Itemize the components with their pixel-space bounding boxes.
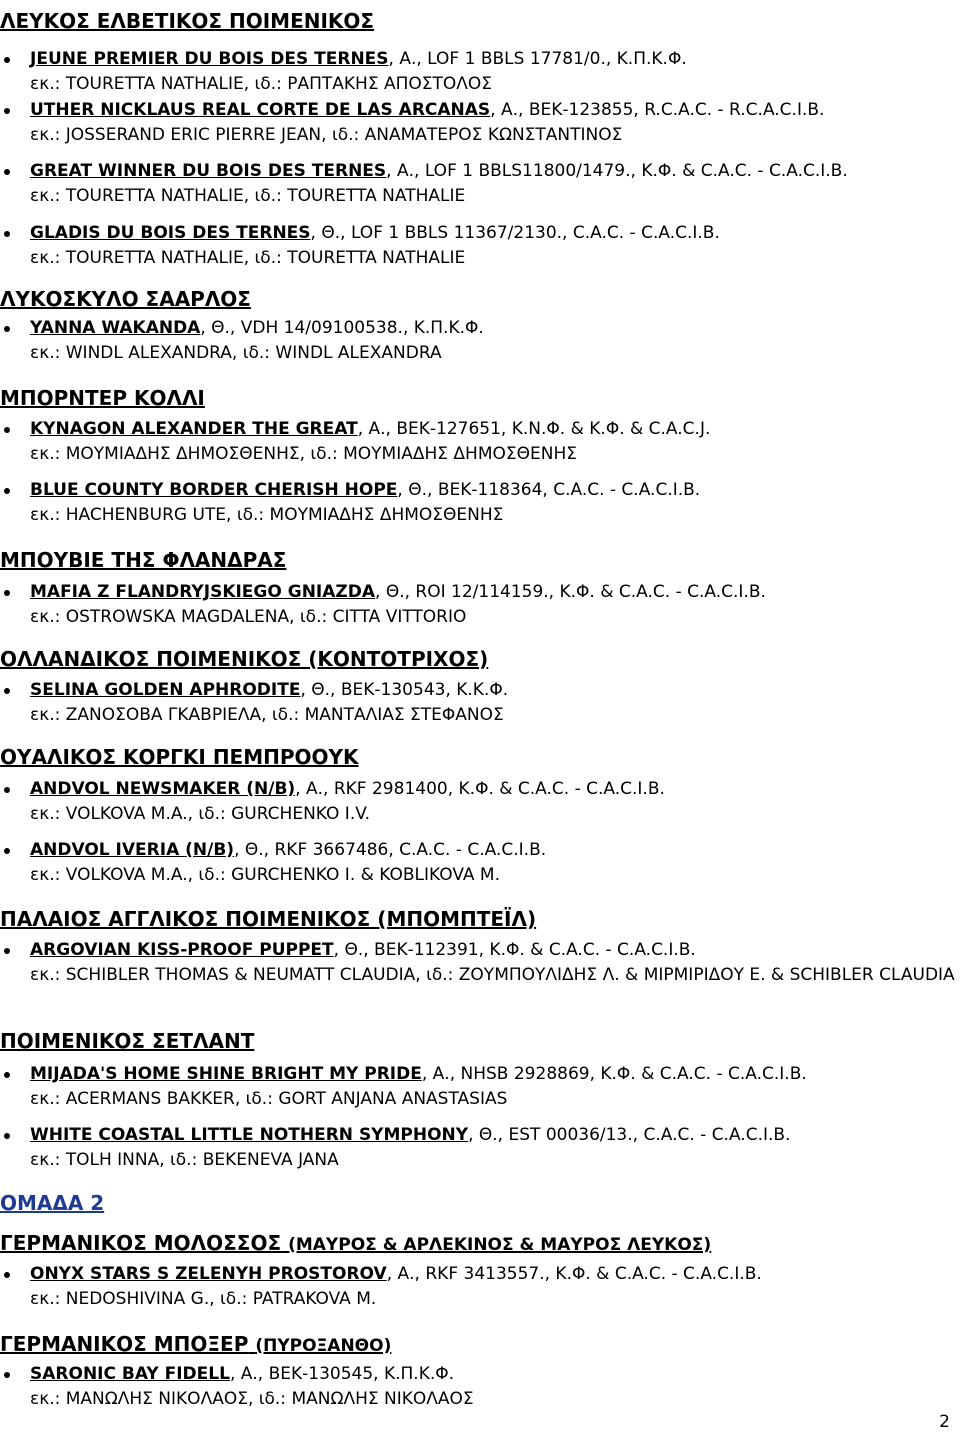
bullet-icon — [4, 1133, 10, 1139]
list-item — [0, 1062, 960, 1112]
bullet-icon — [4, 57, 10, 63]
dog-name: SELINA GOLDEN APHRODITE — [30, 680, 301, 700]
breeder-owner: εκ.: VOLKOVA M.A., ιδ.: GURCHENKO I.V. — [30, 804, 371, 824]
list-item — [0, 777, 960, 827]
section-heading-text: ΠΑΛΑΙΟΣ ΑΓΓΛΙΚΟΣ ΠΟΙΜΕΝΙΚΟΣ (ΜΠΟΜΠΤΕΪΛ) — [0, 907, 537, 931]
list-item — [0, 1262, 960, 1312]
dog-details: , Α., ΒΕΚ-123855, R.C.A.C. - R.C.A.C.I.B. — [490, 100, 825, 120]
dog-name: YANNA WAKANDA — [30, 318, 201, 338]
dog-details: , Θ., RKF 3667486, C.A.C. - C.A.C.I.B. — [234, 840, 547, 860]
section-heading-text: ΜΠΟΥΒΙΕ ΤΗΣ ΦΛΑΝΔΡΑΣ — [0, 548, 287, 572]
list-item — [0, 47, 960, 97]
section-heading-text: ΓΕΡΜΑΝΙΚΟΣ ΜΟΛΟΣΣΟΣ — [0, 1231, 282, 1255]
dog-details: , Θ., EST 00036/13., C.A.C. - C.A.C.I.B. — [468, 1125, 791, 1145]
bullet-icon — [4, 169, 10, 175]
dog-details: , Θ., LOF 1 BBLS 11367/2130., C.A.C. - C.A.C.I.B. — [310, 223, 720, 243]
bullet-icon — [4, 231, 10, 237]
dog-name: JEUNE PREMIER DU BOIS DES TERNES — [30, 49, 389, 69]
dog-details: , Θ., ROI 12/114159., Κ.Φ. & C.A.C. - C.A.C.I.B. — [375, 582, 766, 602]
breeder-owner: εκ.: ΜΑΝΩΛΗΣ ΝΙΚΟΛΑΟΣ, ιδ.: ΜΑΝΩΛΗΣ ΝΙΚΟΛΑΟΣ — [30, 1389, 474, 1409]
dog-details: , Α., ΒΕΚ-127651, Κ.Ν.Φ. & Κ.Φ. & C.A.C.J. — [357, 419, 711, 439]
list-item — [0, 1123, 960, 1173]
bullet-icon — [4, 1072, 10, 1078]
dog-details: , Α., RKF 3413557., Κ.Φ. & C.A.C. - C.A.C.I.B. — [386, 1264, 762, 1284]
dog-details: , Α., ΒΕΚ-130545, Κ.Π.Κ.Φ. — [229, 1364, 455, 1384]
section-heading-text: ΟΥΑΛΙΚΟΣ ΚΟΡΓΚΙ ΠΕΜΠΡΟΟΥΚ — [0, 745, 359, 769]
dog-name: MAFIA Z FLANDRYJSKIEGO GNIAZDA — [30, 582, 376, 602]
dog-name: ONYX STARS S ZELENYH PROSTOROV — [30, 1264, 387, 1284]
breeder-owner: εκ.: HACHENBURG UTE, ιδ.: ΜΟΥΜΙΑΔΗΣ ΔΗΜΟΣΘΕΝΗΣ — [30, 505, 504, 525]
breeder-owner: εκ.: ΖΑΝΟΣΟΒΑ ΓΚΑΒΡΙΕΛΑ, ιδ.: ΜΑΝΤΑΛΙΑΣ ΣΤΕΦΑΝΟΣ — [30, 705, 504, 725]
dog-details: , Θ., ΒΕΚ-118364, C.A.C. - C.A.C.I.B. — [397, 480, 701, 500]
bullet-icon — [4, 688, 10, 694]
section-heading-text: ΛΥΚΟΣΚΥΛΟ ΣΑΑΡΛΟΣ — [0, 287, 251, 311]
breeder-owner: εκ.: OSTROWSKA MAGDALENA, ιδ.: CITTA VITTORIO — [30, 607, 467, 627]
section-heading — [0, 288, 251, 310]
section-heading-sub: (ΠΥΡΟΞΑΝΘΟ) — [255, 1336, 392, 1356]
list-item — [0, 478, 960, 528]
bullet-icon — [4, 948, 10, 954]
section-heading-text: ΛΕΥΚΟΣ ΕΛΒΕΤΙΚΟΣ ΠΟΙΜΕΝΙΚΟΣ — [0, 9, 375, 33]
dog-name: WHITE COASTAL LITTLE NOTHERN SYMPHONY — [30, 1125, 469, 1145]
bullet-icon — [4, 1372, 10, 1378]
breeder-owner: εκ.: TOLH INNA, ιδ.: BEKENEVA JANA — [30, 1150, 339, 1170]
dog-name: GREAT WINNER DU BOIS DES TERNES — [30, 161, 387, 181]
dog-details: , Θ., VDH 14/09100538., Κ.Π.Κ.Φ. — [200, 318, 484, 338]
section-heading — [0, 1333, 391, 1357]
section-heading — [0, 648, 488, 670]
dog-name: MIJADA'S HOME SHINE BRIGHT MY PRIDE — [30, 1064, 422, 1084]
list-item — [0, 678, 960, 728]
page-number: 2 — [939, 1412, 950, 1432]
breeder-owner: εκ.: TOURETTA NATHALIE, ιδ.: TOURETTA NATHALIE — [30, 186, 466, 206]
list-item — [0, 98, 960, 148]
list-item — [0, 1362, 960, 1412]
bullet-icon — [4, 108, 10, 114]
section-heading — [0, 1030, 254, 1052]
bullet-icon — [4, 1272, 10, 1278]
section-heading — [0, 1232, 711, 1256]
breeder-owner: εκ.: VOLKOVA M.A., ιδ.: GURCHENKO I. & KOBLIKOVA M. — [30, 865, 500, 885]
bullet-icon — [4, 326, 10, 332]
dog-details: , Θ., ΒΕΚ-130543, Κ.Κ.Φ. — [300, 680, 509, 700]
section-heading — [0, 10, 374, 32]
section-heading-text: ΟΜΑΔΑ 2 — [0, 1191, 105, 1215]
section-heading — [0, 387, 205, 409]
dog-name: UTHER NICKLAUS REAL CORTE DE LAS ARCANAS — [30, 100, 491, 120]
dog-details: , Α., LOF 1 BBLS11800/1479., Κ.Φ. & C.A.C. - C.A.C.I.B. — [386, 161, 848, 181]
list-item — [0, 221, 960, 271]
dog-name: BLUE COUNTY BORDER CHERISH HOPE — [30, 480, 398, 500]
section-heading — [0, 908, 536, 930]
dog-details: , Α., NHSB 2928869, Κ.Φ. & C.A.C. - C.A.C.I.B. — [421, 1064, 807, 1084]
bullet-icon — [4, 787, 10, 793]
list-item — [0, 838, 960, 888]
section-heading — [0, 1192, 104, 1214]
breeder-owner: εκ.: JOSSERAND ERIC PIERRE JEAN, ιδ.: ΑΝΑΜΑΤΕΡΟΣ ΚΩΝΣΤΑΝΤΙΝΟΣ — [30, 125, 623, 145]
dog-details: , Θ., ΒΕΚ-112391, Κ.Φ. & C.A.C. - C.A.C.I.B. — [333, 940, 696, 960]
breeder-owner: εκ.: ACERMANS BAKKER, ιδ.: GORT ANJANA ANASTASIAS — [30, 1089, 508, 1109]
list-item — [0, 938, 960, 988]
list-item — [0, 580, 960, 630]
breeder-owner: εκ.: NEDOSHIVINA G., ιδ.: PATRAKOVA M. — [30, 1289, 377, 1309]
dog-name: KYNAGON ALEXANDER THE GREAT — [30, 419, 358, 439]
breeder-owner: εκ.: TOURETTA NATHALIE, ιδ.: TOURETTA NATHALIE — [30, 248, 466, 268]
bullet-icon — [4, 590, 10, 596]
dog-name: ANDVOL IVERIA (N/B) — [30, 840, 235, 860]
dog-details: , Α., LOF 1 BBLS 17781/0., Κ.Π.Κ.Φ. — [388, 49, 687, 69]
section-heading — [0, 549, 286, 571]
bullet-icon — [4, 488, 10, 494]
list-item — [0, 417, 960, 467]
section-heading-text: ΓΕΡΜΑΝΙΚΟΣ ΜΠΟΞΕΡ — [0, 1332, 249, 1356]
list-item — [0, 159, 960, 209]
breeder-owner: εκ.: SCHIBLER THOMAS & NEUMATT CLAUDIA, ιδ.: ΖΟΥΜΠΟΥΛΙΔΗΣ Λ. & ΜΙΡΜΙΡΙΔΟΥ Ε. & SCHIBLER CLAUDIA — [30, 965, 955, 985]
section-heading-text: ΠΟΙΜΕΝΙΚΟΣ ΣΕΤΛΑΝΤ — [0, 1029, 255, 1053]
section-heading-text: ΜΠΟΡΝΤΕΡ ΚΟΛΛΙ — [0, 386, 205, 410]
section-heading — [0, 746, 359, 768]
section-heading-text: ΟΛΛΑΝΔΙΚΟΣ ΠΟΙΜΕΝΙΚΟΣ (ΚΟΝΤΟΤΡΙΧΟΣ) — [0, 647, 489, 671]
breeder-owner: εκ.: TOURETTA NATHALIE, ιδ.: ΡΑΠΤΑΚΗΣ ΑΠΟΣΤΟΛΟΣ — [30, 74, 493, 94]
bullet-icon — [4, 427, 10, 433]
dog-details: , Α., RKF 2981400, Κ.Φ. & C.A.C. - C.A.C.I.B. — [295, 779, 665, 799]
bullet-icon — [4, 848, 10, 854]
breeder-owner: εκ.: ΜΟΥΜΙΑΔΗΣ ΔΗΜΟΣΘΕΝΗΣ, ιδ.: ΜΟΥΜΙΑΔΗΣ ΔΗΜΟΣΘΕΝΗΣ — [30, 444, 577, 464]
dog-name: ANDVOL NEWSMAKER (N/B) — [30, 779, 296, 799]
list-item — [0, 316, 960, 366]
dog-name: GLADIS DU BOIS DES TERNES — [30, 223, 311, 243]
breeder-owner: εκ.: WINDL ALEXANDRA, ιδ.: WINDL ALEXANDRA — [30, 343, 442, 363]
dog-name: SARONIC BAY FIDELL — [30, 1364, 230, 1384]
dog-name: ARGOVIAN KISS-PROOF PUPPET — [30, 940, 334, 960]
section-heading-sub: (ΜΑΥΡΟΣ & ΑΡΛΕΚΙΝΟΣ & ΜΑΥΡΟΣ ΛΕΥΚΟΣ) — [288, 1235, 712, 1255]
